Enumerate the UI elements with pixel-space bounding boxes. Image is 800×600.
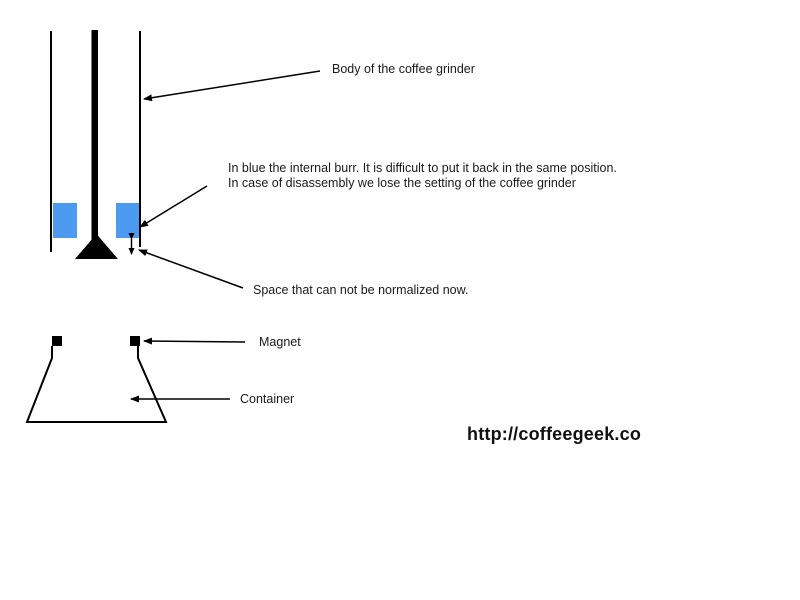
burr-label-line2: In case of disassembly we lose the setting of the coffee grinder [228, 175, 576, 190]
magnet-annotation-arrow [144, 341, 245, 342]
website-url-text: http://coffeegeek.co [467, 424, 642, 444]
body-annotation-arrow [144, 71, 320, 99]
magnet-label: Magnet [259, 335, 301, 349]
burr-label-line1: In blue the internal burr. It is difficult to put it back in the same position. [228, 161, 617, 175]
grinder-cone [75, 234, 118, 259]
grinder-shaft [92, 30, 99, 242]
burr-right [116, 203, 139, 238]
container-label: Container [240, 392, 295, 406]
container-outline [27, 346, 166, 422]
burr-label [228, 161, 617, 190]
body-label: Body of the coffee grinder [332, 62, 475, 76]
burr-left [53, 203, 77, 238]
magnet-left [52, 336, 62, 346]
magnet-right [130, 336, 140, 346]
space-annotation-arrow [139, 250, 243, 288]
space-label: Space that can not be normalized now. [253, 283, 469, 297]
burr-annotation-arrow [140, 186, 207, 227]
